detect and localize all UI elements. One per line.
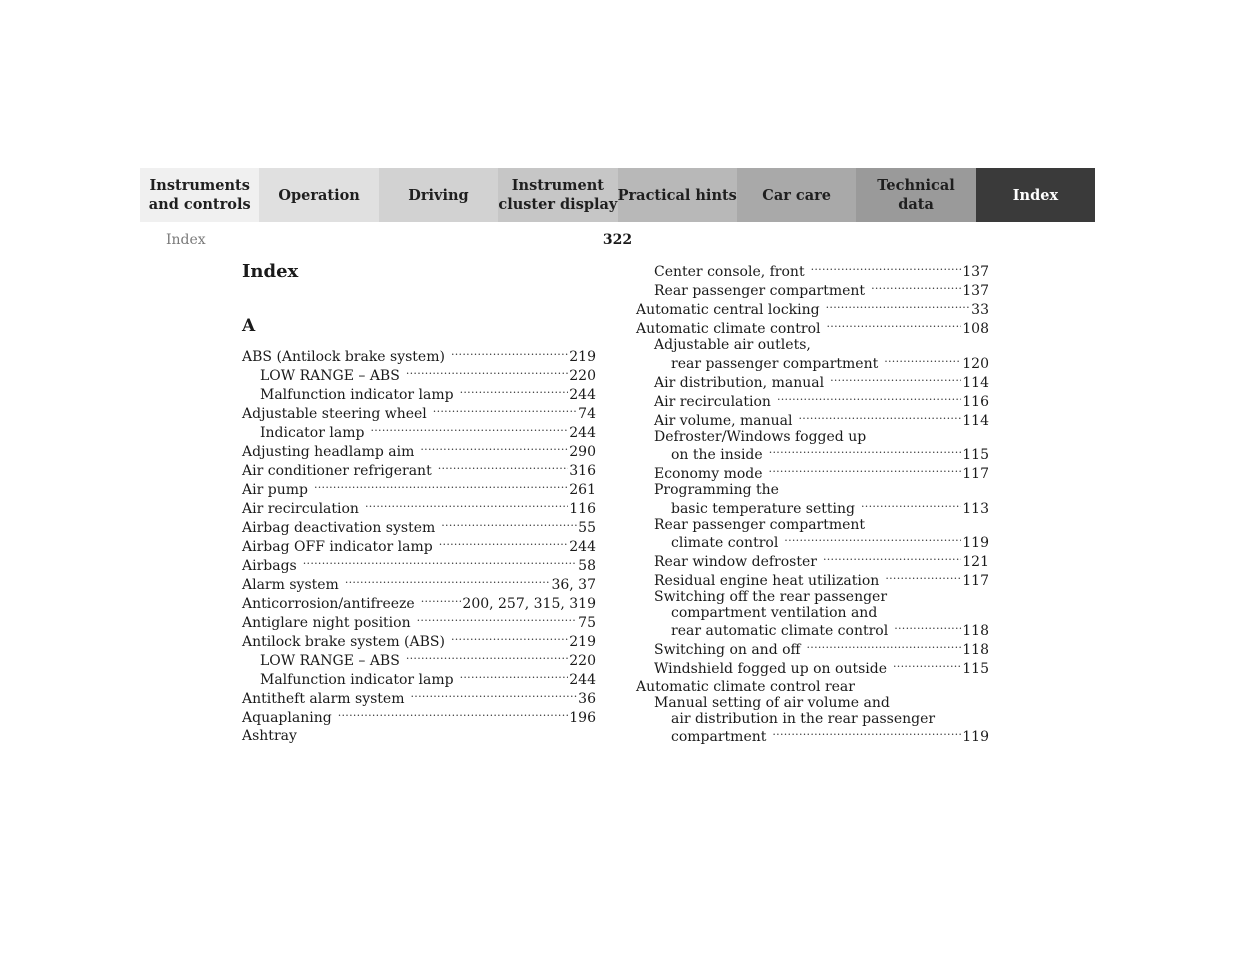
index-entry-label: basic temperature setting xyxy=(671,500,855,517)
index-entry-label: Air recirculation xyxy=(654,393,771,410)
index-entry-label: Automatic climate control rear xyxy=(636,679,855,695)
tab-practical-hints[interactable]: Practical hints xyxy=(618,168,737,222)
index-entry-page: 36 xyxy=(578,691,596,707)
index-entry-label: Air recirculation xyxy=(242,501,359,517)
index-entry-page: 119 xyxy=(962,729,989,745)
index-title: Index xyxy=(242,261,299,282)
index-entry xyxy=(242,385,596,404)
index-entry xyxy=(636,696,989,712)
leader-dots xyxy=(769,445,962,459)
index-entry xyxy=(636,300,989,319)
index-entry-label: rear passenger compartment xyxy=(671,355,879,372)
index-entry xyxy=(636,319,989,338)
index-entry-page: 114 xyxy=(962,412,989,429)
index-entry-label: Adjusting headlamp aim xyxy=(242,444,415,460)
index-entry xyxy=(636,373,989,392)
leader-dots xyxy=(871,281,961,295)
leader-dots xyxy=(370,423,568,437)
index-entry-label: Alarm system xyxy=(242,577,339,593)
index-entry-page: 108 xyxy=(962,321,989,337)
index-entry-page: 219 xyxy=(569,349,596,365)
index-entry-label: Rear passenger compartment xyxy=(654,516,866,533)
leader-dots xyxy=(410,689,577,703)
index-entry-page: 117 xyxy=(962,466,989,482)
index-entry-label: Airbag OFF indicator lamp xyxy=(242,539,433,555)
index-entry-label: Economy mode xyxy=(654,466,763,482)
index-entry-label: Airbag deactivation system xyxy=(242,520,436,536)
index-entry-label: rear automatic climate control xyxy=(671,623,889,639)
section-tab-bar xyxy=(140,168,1095,222)
index-entry-label: Malfunction indicator lamp xyxy=(260,387,454,403)
index-entry-page: 119 xyxy=(962,535,989,551)
index-entry-label: Indicator lamp xyxy=(260,425,365,441)
index-entry-label: Air distribution, manual xyxy=(654,374,825,391)
index-entry-page: 316 xyxy=(569,463,596,479)
index-entry-label: Residual engine heat utilization xyxy=(654,573,880,589)
index-entry xyxy=(242,442,596,461)
leader-dots xyxy=(826,300,971,314)
index-entry-page: 244 xyxy=(569,425,596,441)
index-entry-label: Automatic central locking xyxy=(636,302,820,318)
index-entry-label: Air conditioner refrigerant xyxy=(242,463,432,479)
index-entry xyxy=(242,423,596,442)
index-entry-page: 137 xyxy=(962,264,989,280)
index-entry-label: climate control xyxy=(671,535,779,551)
index-entry xyxy=(242,499,596,518)
index-entry xyxy=(242,537,596,556)
index-entry xyxy=(636,571,989,590)
index-entry-label: Rear passenger compartment xyxy=(654,283,866,299)
leader-dots xyxy=(460,670,569,684)
index-entry xyxy=(636,411,989,430)
leader-dots xyxy=(884,354,961,368)
index-entry-label: Ashtray xyxy=(242,728,297,744)
index-entry xyxy=(636,483,989,499)
index-column-right xyxy=(636,262,989,746)
index-entry-page: 219 xyxy=(569,634,596,650)
index-entry xyxy=(242,366,596,385)
index-entry-label: Antitheft alarm system xyxy=(242,691,405,707)
leader-dots xyxy=(420,442,568,456)
index-entry-page: 290 xyxy=(569,444,596,460)
leader-dots xyxy=(406,366,568,380)
index-entry-page: 244 xyxy=(569,539,596,555)
page-number: 322 xyxy=(602,232,633,248)
index-entry-page: 118 xyxy=(962,642,989,658)
index-entry-label: Manual setting of air volume and xyxy=(654,695,890,711)
tab-instrument-cluster-display[interactable]: Instrument cluster display xyxy=(498,168,617,222)
index-entry-page: 115 xyxy=(962,447,989,463)
leader-dots xyxy=(460,385,569,399)
leader-dots xyxy=(441,518,577,532)
index-entry xyxy=(242,347,596,366)
index-entry xyxy=(242,480,596,499)
index-entry xyxy=(242,556,596,575)
index-entry xyxy=(636,678,989,696)
leader-dots xyxy=(314,480,568,494)
index-entry-page: 121 xyxy=(962,554,989,570)
index-entry xyxy=(636,590,989,606)
leader-dots xyxy=(439,537,569,551)
index-entry xyxy=(242,708,596,727)
index-entry-page: 33 xyxy=(971,302,989,318)
index-entry-page: 116 xyxy=(962,393,989,410)
index-entry xyxy=(636,464,989,483)
index-entry-label: Programming the xyxy=(654,482,779,498)
index-entry xyxy=(242,632,596,651)
index-entry xyxy=(636,606,989,622)
index-entry-label: Center console, front xyxy=(654,264,805,280)
index-entry xyxy=(242,575,596,594)
index-entry-label: compartment xyxy=(671,729,767,745)
index-entry xyxy=(636,712,989,728)
leader-dots xyxy=(433,404,577,418)
index-entry-label: Malfunction indicator lamp xyxy=(260,672,454,688)
index-entry-label: compartment ventilation and xyxy=(671,604,878,621)
index-entry xyxy=(636,727,989,746)
index-entry-label: ABS (Antilock brake system) xyxy=(242,349,445,365)
tab-index[interactable]: Index xyxy=(976,168,1095,222)
index-entry-page: 74 xyxy=(578,406,596,422)
section-letter: A xyxy=(242,316,256,336)
index-entry-page: 115 xyxy=(962,661,989,677)
tab-operation[interactable]: Operation xyxy=(259,168,378,222)
index-entry-label: Switching off the rear passenger xyxy=(654,589,888,605)
index-entry-label: Airbags xyxy=(242,558,297,574)
index-column-left xyxy=(242,347,596,745)
tab-driving[interactable]: Driving xyxy=(379,168,498,222)
index-entry xyxy=(242,594,596,613)
index-entry-page: 244 xyxy=(569,387,596,403)
index-entry-page: 261 xyxy=(569,482,596,498)
index-entry xyxy=(242,670,596,689)
tab-technical-data[interactable]: Technical data xyxy=(856,168,975,222)
index-entry-page: 137 xyxy=(962,283,989,299)
index-entry xyxy=(242,727,596,745)
index-entry-label: Switching on and off xyxy=(654,642,801,658)
index-entry xyxy=(242,651,596,670)
leader-dots xyxy=(772,727,961,741)
leader-dots xyxy=(406,651,568,665)
index-entry xyxy=(636,354,989,373)
index-entry xyxy=(636,621,989,640)
index-entry-page: 113 xyxy=(962,500,989,517)
index-entry xyxy=(636,338,989,354)
index-entry-label: LOW RANGE – ABS xyxy=(260,368,400,384)
index-entry-page: 196 xyxy=(569,710,596,726)
leader-dots xyxy=(893,659,961,673)
leader-dots xyxy=(799,411,962,425)
index-entry-label: Defroster/Windows fogged up xyxy=(654,428,867,445)
leader-dots xyxy=(830,373,961,387)
leader-dots xyxy=(451,347,568,361)
leader-dots xyxy=(338,708,569,722)
index-entry xyxy=(636,533,989,552)
index-entry-label: Anticorrosion/antifreeze xyxy=(242,596,415,612)
index-entry-page: 55 xyxy=(578,520,596,536)
leader-dots xyxy=(784,533,961,547)
index-entry-page: 75 xyxy=(578,615,596,631)
leader-dots xyxy=(807,640,962,654)
index-entry xyxy=(636,445,989,464)
index-entry-page: 58 xyxy=(578,558,596,574)
index-entry xyxy=(636,392,989,411)
index-entry-page: 114 xyxy=(962,374,989,391)
index-entry xyxy=(636,281,989,300)
index-entry-label: Air pump xyxy=(242,482,308,498)
index-entry xyxy=(636,430,989,446)
index-entry-label: Rear window defroster xyxy=(654,554,817,570)
index-entry-label: Windshield fogged up on outside xyxy=(654,661,887,677)
tab-car-care[interactable]: Car care xyxy=(737,168,856,222)
index-entry-label: Aquaplaning xyxy=(242,710,332,726)
leader-dots xyxy=(438,461,569,475)
index-entry-label: on the inside xyxy=(671,447,763,463)
index-entry-label: LOW RANGE – ABS xyxy=(260,653,400,669)
running-header-section: Index xyxy=(166,232,206,248)
index-entry-label: Antiglare night position xyxy=(242,615,411,631)
index-entry-page: 116 xyxy=(569,501,596,517)
leader-dots xyxy=(823,552,961,566)
leader-dots xyxy=(894,621,961,635)
leader-dots xyxy=(365,499,568,513)
index-entry-page: 220 xyxy=(569,368,596,384)
index-entry-label: Adjustable air outlets, xyxy=(654,337,811,353)
index-entry-page: 118 xyxy=(962,623,989,639)
index-entry xyxy=(242,613,596,632)
index-entry xyxy=(636,659,989,678)
index-entry-label: Automatic climate control xyxy=(636,321,821,337)
index-entry xyxy=(636,640,989,659)
index-entry-label: Air volume, manual xyxy=(654,412,793,429)
leader-dots xyxy=(861,499,961,513)
leader-dots xyxy=(769,464,962,478)
leader-dots xyxy=(421,594,462,608)
leader-dots xyxy=(827,319,962,333)
leader-dots xyxy=(777,392,961,406)
index-entry xyxy=(242,404,596,423)
index-entry xyxy=(242,518,596,537)
index-entry-label: Adjustable steering wheel xyxy=(242,406,427,422)
index-entry xyxy=(242,689,596,708)
index-entry-label: air distribution in the rear passenger xyxy=(671,710,936,727)
index-entry-page: 200, 257, 315, 319 xyxy=(462,596,596,612)
index-entry-page: 120 xyxy=(962,355,989,372)
leader-dots xyxy=(345,575,551,589)
index-entry-label: Antilock brake system (ABS) xyxy=(242,634,445,650)
index-entry xyxy=(636,499,989,518)
leader-dots xyxy=(811,262,962,276)
index-entry xyxy=(242,461,596,480)
index-entry-page: 36, 37 xyxy=(551,577,596,593)
tab-instruments-and-controls[interactable]: Instruments and controls xyxy=(140,168,259,222)
leader-dots xyxy=(303,556,577,570)
index-entry-page: 220 xyxy=(569,653,596,669)
index-entry xyxy=(636,262,989,281)
index-entry-page: 117 xyxy=(962,573,989,589)
leader-dots xyxy=(451,632,568,646)
index-entry xyxy=(636,518,989,534)
index-entry xyxy=(636,552,989,571)
leader-dots xyxy=(417,613,578,627)
leader-dots xyxy=(885,571,961,585)
index-entry-page: 244 xyxy=(569,672,596,688)
